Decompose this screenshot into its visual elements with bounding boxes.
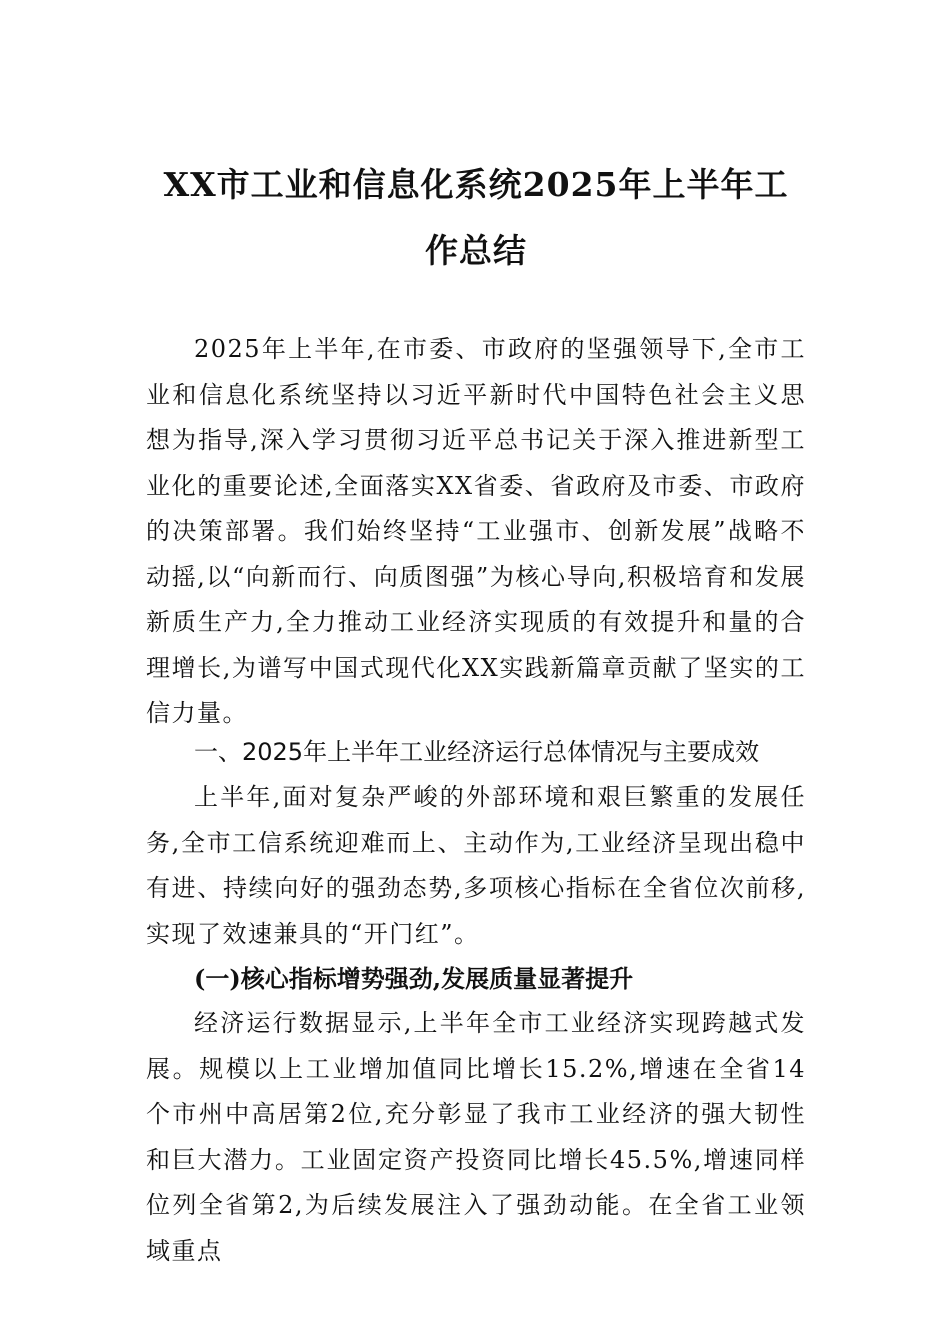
document-title — [146, 152, 806, 284]
title-line-1: XX市工业和信息化系统2025年上半年工 — [163, 165, 789, 204]
section-1-paragraph: 上半年,面对复杂严峻的外部环境和艰巨繁重的发展任务,全市工信系统迎难而上、主动作为,工业经济呈现出稳中有进、持续向好的强劲态势,多项核心指标在全省位次前移,实现了效速兼具的“开门红”。 — [146, 783, 806, 948]
title-line-2: 作总结 — [425, 231, 527, 270]
subsection-heading-1: (一)核心指标增势强劲,发展质量显著提升 — [194, 964, 634, 993]
intro-paragraph: 2025年上半年,在市委、市政府的坚强领导下,全市工业和信息化系统坚持以习近平新时代中国特色社会主义思想为指导,深入学习贯彻习近平总书记关于深入推进新型工业化的重要论述,全面落实XX省委、省政府及市委、市政府的决策部署。我们始终坚持“工业强市、创新发展”战略不动摇,以“向新而行、向质图强”为核心导向,积极培育和发展新质生产力,全力推动工业经济实现质的有效提升和量的合理增长,为谱写中国式现代化XX实践新篇章贡献了坚实的工信力量。 — [146, 335, 806, 727]
subsection-1-paragraph: 经济运行数据显示,上半年全市工业经济实现跨越式发展。规模以上工业增加值同比增长15.2%,增速在全省14个市州中高居第2位,充分彰显了我市工业经济的强大韧性和巨大潜力。工业固定资产投资同比增长45.5%,增速同样位列全省第2,为后续发展注入了强劲动能。在全省工业领域重点 — [146, 1009, 806, 1265]
section-heading-1: 一、2025年上半年工业经济运行总体情况与主要成效 — [194, 738, 760, 766]
